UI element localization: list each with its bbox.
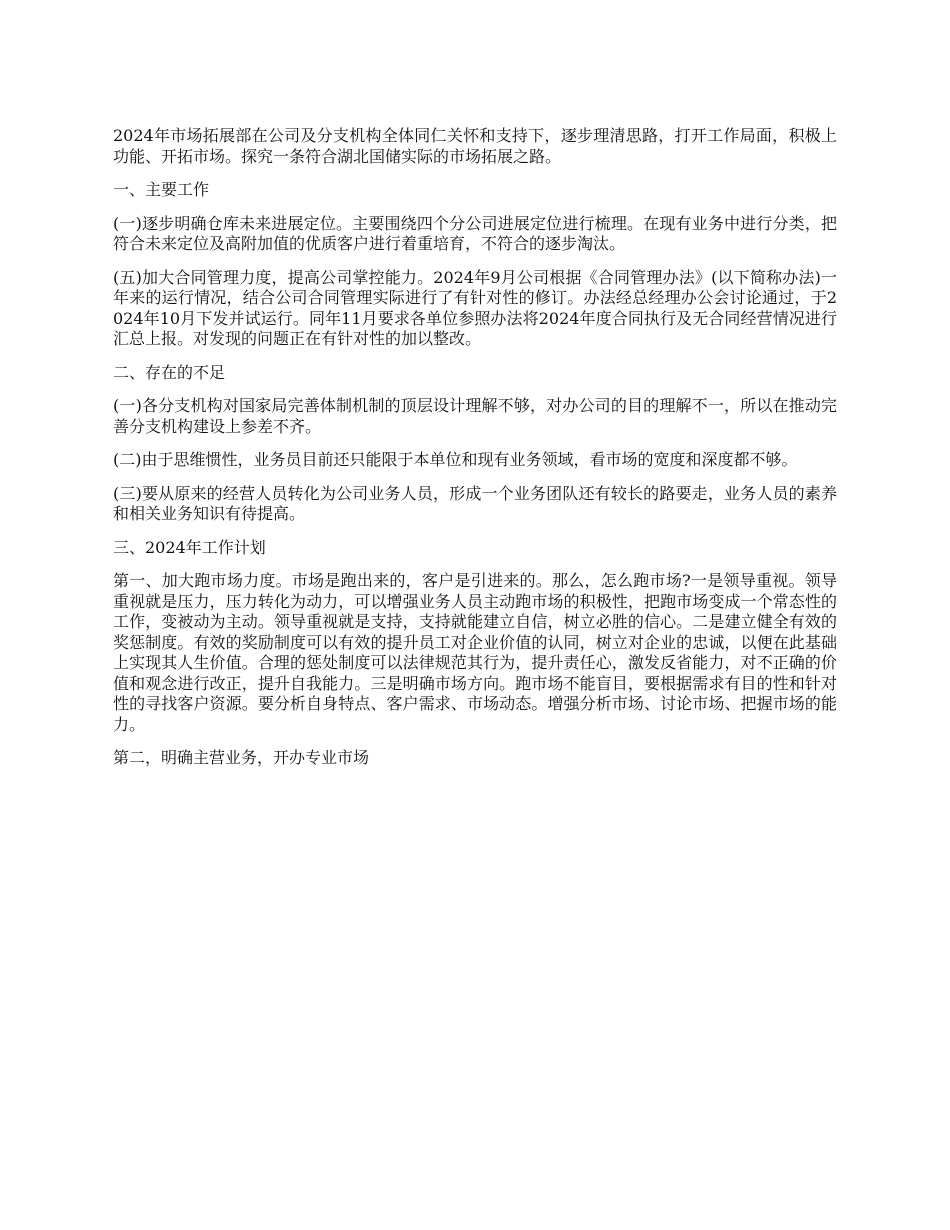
paragraph-warehouse-positioning: (一)逐步明确仓库未来进展定位。主要围绕四个分公司进展定位进行梳理。在现有业务中进行分类，把符合未来定位及高附加值的优质客户进行着重培育，不符合的逐步淘汰。 <box>113 213 837 253</box>
paragraph-shortcoming-1: (一)各分支机构对国家局完善体制机制的顶层设计理解不够，对办公司的目的理解不一，所以在推动完善分支机构建设上参差不齐。 <box>113 396 837 436</box>
section-heading-main-work: 一、主要工作 <box>113 180 210 199</box>
section-heading-shortcomings: 二、存在的不足 <box>113 362 226 382</box>
document-page <box>113 126 837 782</box>
paragraph-contract-management: (五)加大合同管理力度，提高公司掌控能力。2024年9月公司根据《合同管理办法》(以下简称办法)一年来的运行情况，结合公司合同管理实际进行了有针对性的修订。办法经总经理办公会讨论通过，于2024年10月下发并试运行。同年11月要求各单位参照办法将2024年度合同执行及无合同经营情况进行汇总上报。对发现的问题正在有针对性的加以整改。 <box>113 267 837 348</box>
paragraph-plan-2: 第二，明确主营业务，开办专业市场 <box>113 748 370 767</box>
intro-paragraph: 2024年市场拓展部在公司及分支机构全体同仁关怀和支持下，逐步理清思路，打开工作局面，积极上功能、开拓市场。探究一条符合湖北国储实际的市场拓展之路。 <box>113 126 837 166</box>
paragraph-shortcoming-2: (二)由于思维惯性，业务员目前还只能限于本单位和现有业务领域，看市场的宽度和深度都不够。 <box>113 450 798 469</box>
paragraph-shortcoming-3: (三)要从原来的经营人员转化为公司业务人员，形成一个业务团队还有较长的路要走，业务人员的素养和相关业务知识有待提高。 <box>113 483 837 523</box>
paragraph-plan-1: 第一、加大跑市场力度。市场是跑出来的，客户是引进来的。那么，怎么跑市场?一是领导重视。领导重视就是压力，压力转化为动力，可以增强业务人员主动跑市场的积极性，把跑市场变成一个常态性的工作，变被动为主动。领导重视就是支持，支持就能建立自信，树立必胜的信心。二是建立健全有效的奖惩制度。有效的奖励制度可以有效的提升员工对企业价值的认同，树立对企业的忠诚，以便在此基础上实现其人生价值。合理的惩处制度可以法律规范其行为，提升责任心，激发反省能力，对不正确的价值和观念进行改正，提升自我能力。三是明确市场方向。跑市场不能盲目，要根据需求有目的性和针对性的寻找客户资源。要分析自身特点、客户需求、市场动态。增强分析市场、讨论市场、把握市场的能力。 <box>113 571 837 734</box>
section-heading-work-plan: 三、2024年工作计划 <box>113 537 266 557</box>
